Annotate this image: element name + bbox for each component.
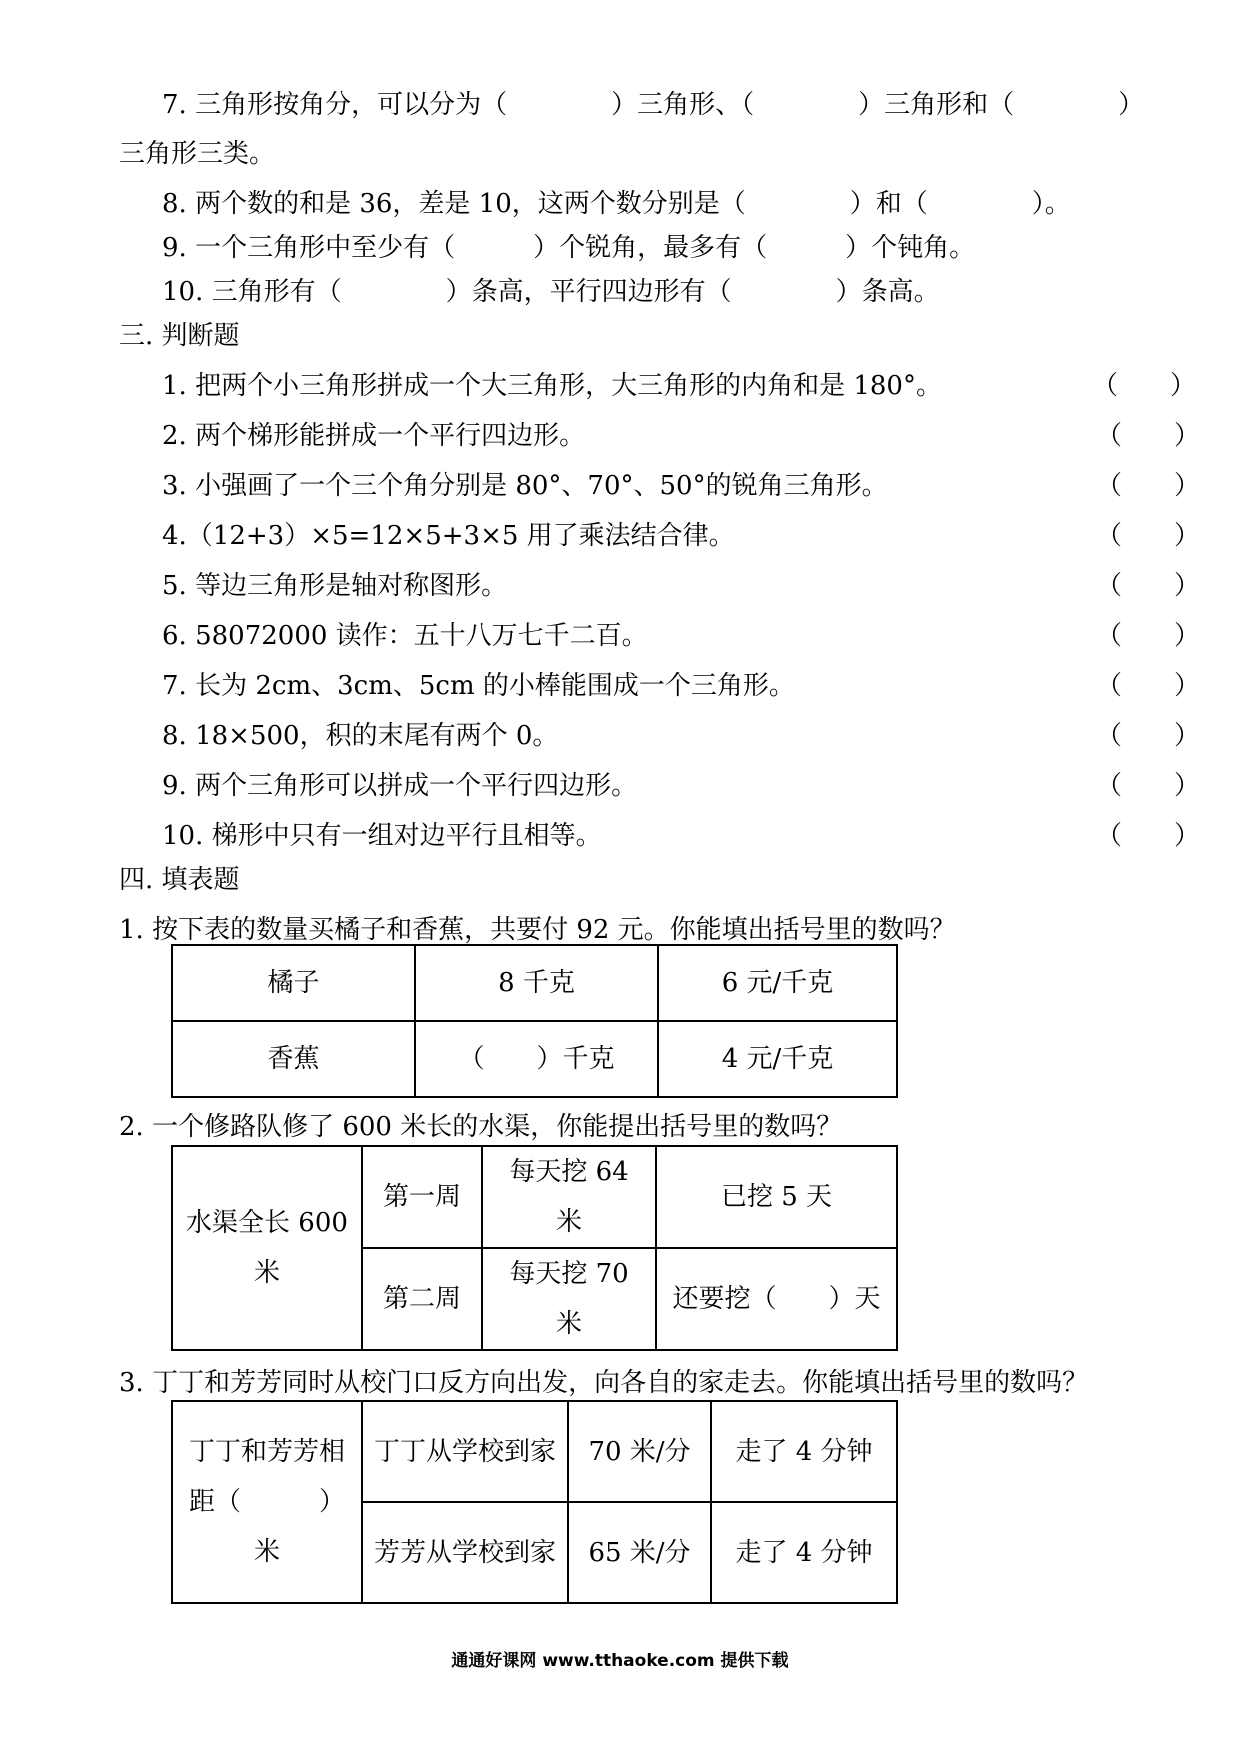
table-cell: 4 元/千克	[658, 1021, 897, 1097]
question-8: 8. 两个数的和是 36，差是 10，这两个数分别是（ ）和（ ）。	[162, 189, 1071, 219]
judge-item-7: 7. 长为 2cm、3cm、5cm 的小棒能围成一个三角形。	[162, 671, 795, 701]
table-question-2: 2. 一个修路队修了 600 米长的水渠，你能提出括号里的数吗？	[119, 1112, 843, 1142]
judge-item-3: 3. 小强画了一个三个角分别是 80°、70°、50°的锐角三角形。	[162, 471, 888, 501]
table-cell-blank[interactable]: （ ）千克	[415, 1021, 658, 1097]
table-cell-blank[interactable]: 丁丁和芳芳相距（ ）米	[172, 1401, 362, 1603]
table-cell: 每天挖 70 米	[482, 1248, 656, 1350]
table-cell: 已挖 5 天	[656, 1146, 897, 1248]
judge-item-4: 4.（12+3）×5=12×5+3×5 用了乘法结合律。	[162, 521, 735, 551]
judge-item-5: 5. 等边三角形是轴对称图形。	[162, 571, 508, 601]
table-row	[172, 1401, 897, 1502]
answer-paren[interactable]: （ ）	[1096, 471, 1201, 501]
table-cell: 水渠全长 600 米	[172, 1146, 362, 1350]
answer-paren[interactable]: （ ）	[1096, 521, 1201, 551]
answer-paren[interactable]: （ ）	[1096, 421, 1201, 451]
section-table-heading: 四. 填表题	[119, 865, 240, 895]
table-cell: 每天挖 64 米	[482, 1146, 656, 1248]
table-cell: 橘子	[172, 945, 415, 1021]
table-cell: 6 元/千克	[658, 945, 897, 1021]
answer-paren[interactable]: （ ）	[1096, 571, 1201, 601]
table-cell: 8 千克	[415, 945, 658, 1021]
answer-paren[interactable]: （ ）	[1096, 771, 1201, 801]
question-7-line2: 三角形三类。	[119, 139, 276, 169]
answer-paren[interactable]: （ ）	[1096, 671, 1201, 701]
table-question-1: 1. 按下表的数量买橘子和香蕉，共要付 92 元。你能填出括号里的数吗？	[119, 915, 956, 945]
table-cell: 走了 4 分钟	[711, 1401, 897, 1502]
answer-paren[interactable]: （ ）	[1096, 821, 1201, 851]
table-row	[172, 945, 897, 1021]
distance-table	[171, 1400, 898, 1604]
question-10: 10. 三角形有（ ）条高，平行四边形有（ ）条高。	[162, 277, 940, 307]
table-row	[172, 1146, 897, 1248]
judge-item-6: 6. 58072000 读作：五十八万七千二百。	[162, 621, 648, 651]
table-cell: 65 米/分	[568, 1502, 711, 1603]
judge-item-8: 8. 18×500，积的末尾有两个 0。	[162, 721, 559, 751]
table-cell: 香蕉	[172, 1021, 415, 1097]
table-cell: 丁丁从学校到家	[362, 1401, 568, 1502]
table-question-3: 3. 丁丁和芳芳同时从校门口反方向出发，向各自的家走去。你能填出括号里的数吗？	[119, 1368, 1089, 1398]
table-cell: 第二周	[362, 1248, 482, 1350]
judge-item-2: 2. 两个梯形能拼成一个平行四边形。	[162, 421, 586, 451]
question-7-line1: 7. 三角形按角分，可以分为（ ）三角形、（ ）三角形和（ ）	[162, 90, 1145, 120]
table-cell: 70 米/分	[568, 1401, 711, 1502]
table-row	[172, 1021, 897, 1097]
section-judge-heading: 三. 判断题	[119, 321, 240, 351]
table-cell-blank[interactable]: 还要挖（ ）天	[656, 1248, 897, 1350]
judge-item-10: 10. 梯形中只有一组对边平行且相等。	[162, 821, 602, 851]
question-9: 9. 一个三角形中至少有（ ）个锐角，最多有（ ）个钝角。	[162, 233, 976, 263]
answer-paren[interactable]: （ ）	[1096, 721, 1201, 751]
footer-text: 通通好课网 www.tthaoke.com 提供下载	[451, 1651, 789, 1671]
table-cell: 芳芳从学校到家	[362, 1502, 568, 1603]
canal-table	[171, 1145, 898, 1351]
table-cell: 第一周	[362, 1146, 482, 1248]
fruit-table	[171, 944, 898, 1098]
judge-item-9: 9. 两个三角形可以拼成一个平行四边形。	[162, 771, 638, 801]
answer-paren[interactable]: （ ）	[1096, 621, 1201, 651]
judge-item-1: 1. 把两个小三角形拼成一个大三角形，大三角形的内角和是 180°。	[162, 371, 942, 401]
table-cell: 走了 4 分钟	[711, 1502, 897, 1603]
answer-paren[interactable]: （ ）	[1092, 371, 1197, 401]
